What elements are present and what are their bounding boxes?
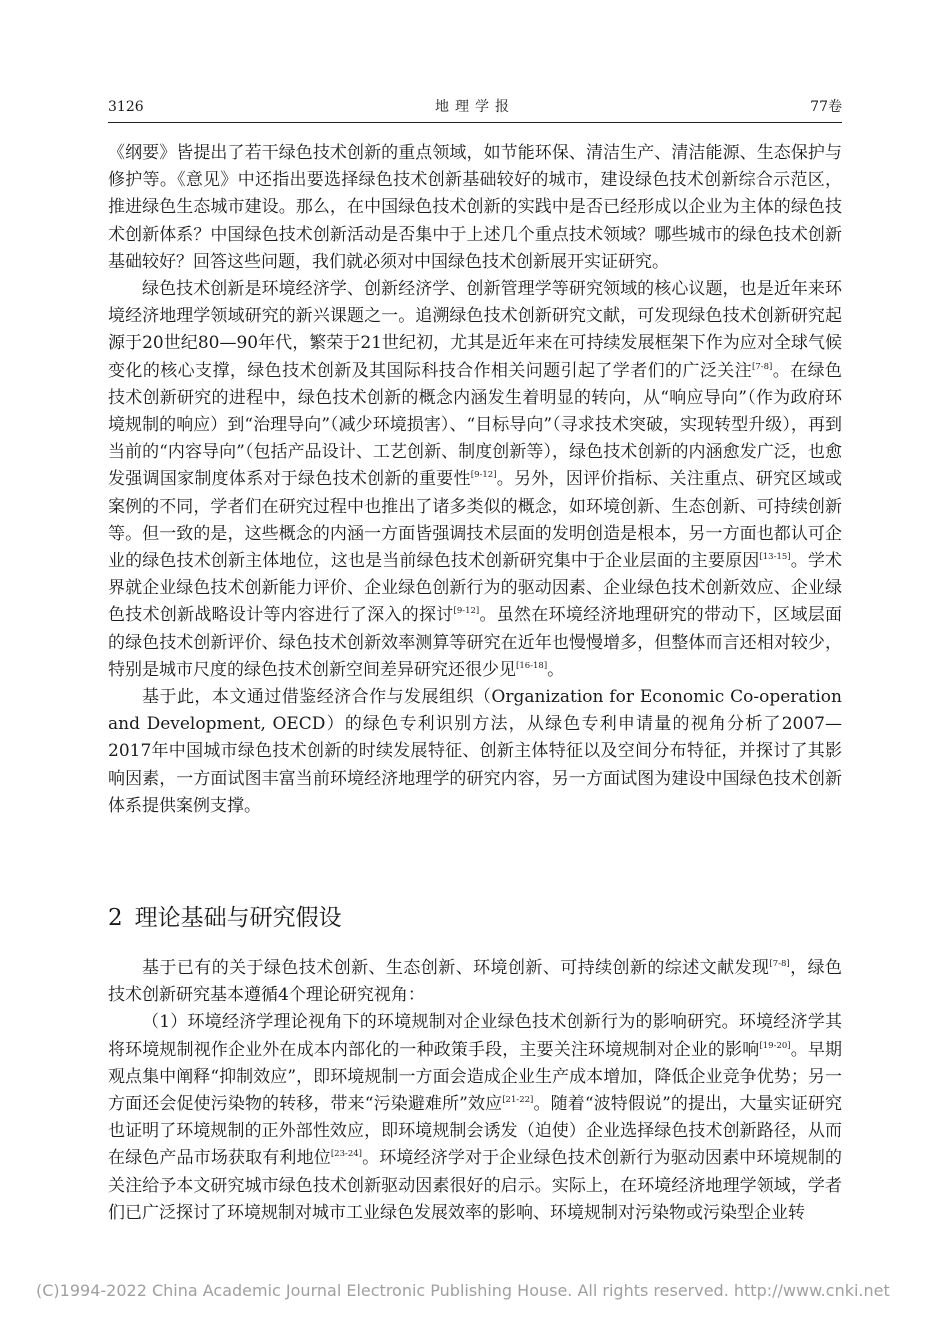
section-number: 2 [108, 905, 123, 931]
text-run: （1）环境经济学理论视角下的环境规制对企业绿色技术创新行为的影响研究。环境经济学其将环境规制视作企业外在成本内部化的一种政策手段，主要关注环境规制对企业的影响 [108, 1012, 842, 1060]
text-run: 《纲要》皆提出了若干绿色技术创新的重点领域，如节能环保、清洁生产、清洁能源、生态保护与修护等。《意见》中还指出要选择绿色技术创新基础较好的城市，建设绿色技术创新综合示范区，推进绿色生态城市建设。那么，在中国绿色技术创新的实践中是否已经形成以企业为主体的绿色技术创新体系？中国绿色技术创新活动是否集中于上述几个重点技术领域？哪些城市的绿色技术创新基础较好？回答这些问题，我们就必须对中国绿色技术创新展开实证研究。 [108, 143, 842, 272]
text-run: 。学术界就企业绿色技术创新能力评价、企业绿色创新行为的驱动因素、企业绿色技术创新效应、企业绿色技术创新战略设计等内容进行了深入的探讨 [108, 551, 843, 626]
section-title-text: 理论基础与研究假设 [134, 905, 342, 931]
citation-ref: [19-20] [759, 1040, 791, 1051]
body-text-top [108, 140, 842, 820]
citation-ref: [7-8] [752, 361, 773, 372]
citation-ref: [13-15] [759, 552, 791, 563]
text-run: 。 [547, 659, 565, 680]
paragraph-study-purpose [108, 684, 842, 820]
text-run: 。环境经济学对于企业绿色技术创新行为驱动因素中环境规制的关注给予本文研究城市绿色技术创新驱动因素很好的启示。实际上，在环境经济地理学领域，学者们已广泛探讨了环境规制对城市工业绿色发展效率的影响、环境规制对污染物或污染型企业转 [108, 1148, 843, 1223]
paragraph-perspectives-intro [108, 955, 842, 1009]
citation-ref: [9-12] [470, 470, 497, 481]
volume-label: 77卷 [810, 99, 842, 115]
journal-title: 地理学报 [435, 99, 515, 115]
text-run: 绿色技术创新是环境经济学、创新经济学、创新管理学等研究领域的核心议题，也是近年来环境经济地理学领域研究的新兴课题之一。追溯绿色技术创新研究文献，可发现绿色技术创新研究起源于20世纪80—90年代，繁荣于21世纪初，尤其是近年来在可持续发展框架下作为应对全球气候变化的核心支撑，绿色技术创新及其国际科技合作相关问题引起了学者们的广泛关注 [108, 279, 842, 381]
paragraph-continued [108, 140, 842, 276]
running-head [108, 92, 842, 123]
text-run: ，绿色技术创新研究基本遵循4个理论研究视角： [108, 958, 843, 1006]
page-number: 3126 [108, 99, 144, 115]
citation-ref: [16-18] [516, 660, 548, 671]
text-run: 基于已有的关于绿色技术创新、生态创新、环境创新、可持续创新的综述文献发现 [142, 958, 770, 978]
paragraph-perspective-1 [108, 1009, 842, 1227]
section-heading [108, 903, 842, 933]
citation-ref: [9-12] [453, 606, 480, 617]
body-text-bottom [108, 955, 842, 1227]
citation-ref: [21-22] [502, 1095, 534, 1106]
text-run: 。另外，因评价指标、关注重点、研究区域或案例的不同，学者们在研究过程中也推出了诸多类似的概念，如环境创新、生态创新、可持续创新等。但一致的是，这些概念的内涵一方面皆强调技术层面的发明创造是根本，另一方面也都认可企业的绿色技术创新主体地位，这也是当前绿色技术创新研究集中于企业层面的主要原因 [108, 469, 843, 572]
copyright-footer: (C)1994-2022 China Academic Journal Electronic Publishing House. All rights reserved. http://www.cnki.net [36, 1281, 890, 1300]
citation-ref: [7-8] [769, 959, 790, 969]
text-run: 。虽然在环境经济地理研究的带动下，区域层面的绿色技术创新评价、绿色技术创新效率测算等研究在近年也慢慢增多，但整体而言还相对较少，特别是城市尺度的绿色技术创新空间差异研究还很少见 [108, 605, 843, 680]
paragraph-green-innovation-review [108, 276, 842, 684]
text-run: 。早期观点集中阐释“抑制效应”，即环境规制一方面会造成企业生产成本增加，降低企业竞争优势；另一方面还会促使污染物的转移，带来“污染避难所”效应 [108, 1039, 843, 1115]
text-run: 。随着“波特假说”的提出，大量实证研究也证明了环境规制的正外部性效应，即环境规制会诱发（迫使）企业选择绿色技术创新路径，从而在绿色产品市场获取有利地位 [108, 1094, 842, 1169]
text-run: 基于此，本文通过借鉴经济合作与发展组织（Organization for Economic Co-operation and Development, OECD）的绿色专利识别方法，从绿色专利申请量的视角分析了2007—2017年中国城市绿色技术创新的时续发展特征、创新主体特征以及空间分布特征，并探讨了其影响因素，一方面试图丰富当前环境经济地理学的研究内容，另一方面试图为建设中国绿色技术创新体系提供案例支撑。 [108, 687, 842, 816]
text-run: 。在绿色技术创新研究的进程中，绿色技术创新的概念内涵发生着明显的转向，从“响应导向”（作为政府环境规制的响应）到“治理导向”（减少环境损害）、“目标导向”（寻求技术突破，实现转型升级），再到当前的“内容导向”（包括产品设计、工艺创新、制度创新等），绿色技术创新的内涵愈发广泛，也愈发强调国家制度体系对于绿色技术创新的重要性 [108, 360, 843, 490]
citation-ref: [23-24] [330, 1149, 362, 1160]
